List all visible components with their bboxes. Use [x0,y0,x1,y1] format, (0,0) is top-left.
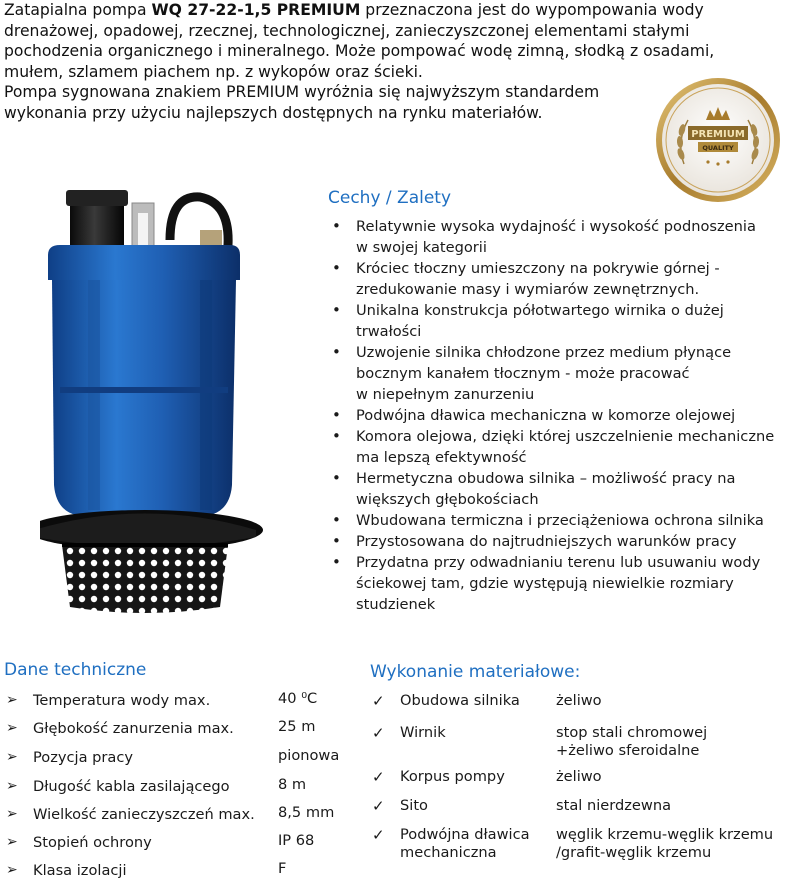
material-label: Podwójna dławica [400,826,530,843]
feature-item [330,552,795,615]
intro-line-5: Pompa sygnowana znakiem PREMIUM wyróżnia się najwyższym standardem [4,83,600,102]
material-label: Korpus pompy [400,768,505,785]
arrow-bullet-icon: ➢ [6,720,18,736]
feature-line: • Wbudowana termiczna i przeciążeniowa ochrona silnika [356,512,764,529]
feature-item [330,300,795,342]
tech-label: Pozycja pracy [33,749,134,766]
feature-item [330,426,795,468]
feature-line: trwałości [356,323,422,340]
material-value: węglik krzemu-węglik krzemu [556,826,774,843]
intro-line-2: drenażowej, opadowej, rzecznej, technologicznej, zanieczyszczonej elementami stałymi [4,21,690,40]
tech-label: Klasa izolacji [33,862,127,879]
feature-line: w swojej kategorii [356,239,487,256]
tech-value: F [278,860,287,877]
tech-value: 8 m [278,776,307,793]
feature-item [330,531,795,552]
features-list [330,216,795,615]
feature-line: • Przydatna przy odwadnianiu terenu lub usuwaniu wody [356,554,761,571]
feature-line: bocznym kanałem tłocznym - może pracować [356,365,690,382]
feature-line: • Podwójna dławica mechaniczna w komorze olejowej [356,407,736,424]
feature-line: większych głębokościach [356,491,539,508]
svg-text:QUALITY: QUALITY [702,144,734,152]
feature-line: • Relatywnie wysoka wydajność i wysokość podnoszenia [356,218,756,235]
feature-line: • Uzwojenie silnika chłodzone przez medium płynące [356,344,732,361]
feature-line: ściekowej tam, gdzie występują niewielkie rozmiary [356,575,734,592]
tech-value: IP 68 [278,832,315,849]
feature-item [330,510,795,531]
materials-heading: Wykonanie materiałowe: [370,662,581,682]
tech-label: Wielkość zanieczyszczeń max. [33,806,255,823]
tech-data-heading: Dane techniczne [4,660,147,680]
intro-line-3: pochodzenia organicznego i mineralnego. Może pompować wodę zimną, słodką z osadami, [4,42,715,61]
tech-value: 25 m [278,718,316,735]
checkmark-icon: ✓ [372,692,385,710]
feature-line: w niepełnym zanurzeniu [356,386,535,403]
arrow-bullet-icon: ➢ [6,862,18,878]
material-value: żeliwo [556,768,602,785]
material-value: +żeliwo sferoidalne [556,742,700,759]
feature-item [330,342,795,405]
product-name: WQ 27-22-1,5 PREMIUM [151,1,361,19]
material-value: żeliwo [556,692,602,709]
material-label: Obudowa silnika [400,692,520,709]
features-heading: Cechy / Zalety [328,188,452,208]
premium-quality-badge [654,76,782,204]
feature-item [330,216,795,258]
feature-line: studzienek [356,596,436,613]
material-value: stop stali chromowej [556,724,708,741]
checkmark-icon: ✓ [372,724,385,742]
feature-line: • Hermetyczna obudowa silnika – możliwość pracy na [356,470,736,487]
feature-line: • Komora olejowa, dzięki której uszczelnienie mechaniczne [356,428,775,445]
checkmark-icon: ✓ [372,826,385,844]
material-value: /grafit-węglik krzemu [556,844,712,861]
svg-text:PREMIUM: PREMIUM [691,129,745,140]
feature-item [330,258,795,300]
checkmark-icon: ✓ [372,768,385,786]
arrow-bullet-icon: ➢ [6,692,18,708]
tech-label: Głębokość zanurzenia max. [33,720,234,737]
material-value: stal nierdzewna [556,797,672,814]
tech-label: Temperatura wody max. [33,692,211,709]
feature-item [330,405,795,426]
arrow-bullet-icon: ➢ [6,778,18,794]
feature-line: ma lepszą efektywność [356,449,527,466]
feature-line: • Króciec tłoczny umieszczony na pokrywie górnej - [356,260,720,277]
arrow-bullet-icon: ➢ [6,834,18,850]
intro-line-1: Zatapialna pompa WQ 27-22-1,5 PREMIUM przeznaczona jest do wypompowania wody [4,1,704,19]
tech-label: Długość kabla zasilającego [33,778,230,795]
tech-value: pionowa [278,747,340,764]
arrow-bullet-icon: ➢ [6,806,18,822]
tech-value: 8,5 mm [278,804,335,821]
tech-value: 40 ⁰C [278,690,318,707]
arrow-bullet-icon: ➢ [6,749,18,765]
feature-line: zredukowanie masy i wymiarów zewnętrznych. [356,281,700,298]
feature-line: • Przystosowana do najtrudniejszych warunków pracy [356,533,737,550]
tech-label: Stopień ochrony [33,834,152,851]
checkmark-icon: ✓ [372,797,385,815]
material-label: Sito [400,797,428,814]
feature-line: • Unikalna konstrukcja półotwartego wirnika o dużej [356,302,724,319]
intro-line-6: wykonania przy użyciu najlepszych dostępnych na rynku materiałów. [4,103,543,122]
pump-image [40,185,310,625]
material-label: Wirnik [400,724,446,741]
material-label: mechaniczna [400,844,497,861]
intro-line-4: mułem, szlamem piachem np. z wykopów oraz ścieki. [4,62,423,81]
feature-item [330,468,795,510]
